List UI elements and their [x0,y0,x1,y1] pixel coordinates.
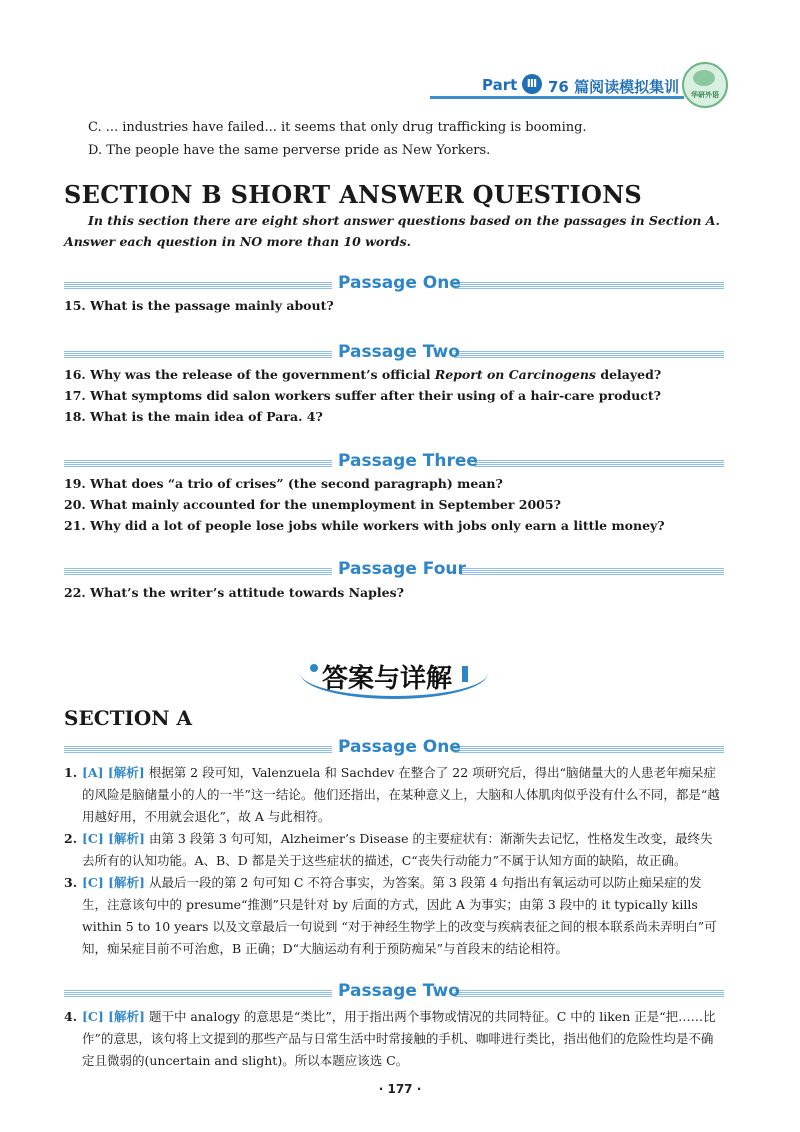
answers-passage-one-banner [64,738,724,760]
bullet-icon [310,664,318,672]
running-header [430,62,728,108]
publisher-logo [682,62,728,108]
question-22: 22. What’s the writer’s attitude towards Naples? [64,585,404,600]
option-d: D. The people have the same perverse pride as New Yorkers. [88,143,491,158]
passage-three-banner [64,452,724,474]
section-b-title: SECTION B SHORT ANSWER QUESTIONS [64,180,643,209]
passage-title: Passage One [338,273,461,293]
question-17: 17. What symptoms did salon workers suffer after their using of a hair-care product? [64,388,661,403]
section-b-instructions: In this section there are eight short answer questions based on the passages in Section A. Answer each question in NO more than 10 words. [64,213,720,249]
part-number-badge: Ⅲ [522,74,542,94]
section-a-title: SECTION A [64,706,193,730]
question-16: 16. Why was the release of the government’s official Report on Carcinogens delayed? [64,367,662,382]
logo-text: 华研外语 [691,91,719,99]
answer-4: 4. [C] [解析] 题干中 analogy 的意思是“类比”，用于指出两个事物或情况的共同特征。C 中的 liken 正是“把……比作”的意思，该句将上文提到的那些产品与日常生活中时常接触的手机、咖啡进行类比，指出他们的危险性均是不确定且微弱的(uncertain and slight)。所以本题应该选 C。 [64,1009,716,1068]
passage-title: Passage Two [338,981,460,1001]
question-18: 18. What is the main idea of Para. 4? [64,409,323,424]
question-20: 20. What mainly accounted for the unemployment in September 2005? [64,497,561,512]
question-15: 15. What is the passage mainly about? [64,298,334,313]
answer-3: 3. [C] [解析] 从最后一段的第 2 句可知 C 不符合事实，为答案。第 3 段第 4 句指出有氧运动可以防止痴呆症的发生，注意该句中的 presume“推测”只是针对 by 后面的方式，因此 A 为事实；由第 3 段中的 it typically kills within 5 to 10 years 以及文章最后一句说到 “对于神经生物学上的改变与疾病表征之间的根本联系尚未弄明白”可知，痴呆症目前不可治愈，B 正确；D“大脑运动有利于预防痴呆”与首段末的结论相符。 [64,875,717,956]
question-21: 21. Why did a lot of people lose jobs while workers with jobs only earn a little money? [64,518,665,533]
passage-four-banner [64,560,724,582]
answers-title: 答案与详解 [322,664,453,694]
answers-banner [300,652,488,698]
bar-icon [462,666,468,682]
page-number: · 177 · [378,1082,422,1096]
passage-title: Passage Three [338,451,478,471]
answers-passage-two-banner [64,982,724,1004]
answer-1: 1. [A] [解析] 根据第 2 段可知，Valenzuela 和 Sachdev 在整合了 22 项研究后，得出“脑储量大的人患老年痴呆症的风险是脑储量小的人的一半”这一结论。他们还指出，在某种意义上，大脑和人体肌肉似乎没有什么不同，都是“越用越好用，不用就会退化”，故 A 与此相符。 [64,765,720,824]
passage-title: Passage Four [338,559,466,579]
report-title: Report on Carcinogens [434,367,596,382]
answer-2: 2. [C] [解析] 由第 3 段第 3 句可知，Alzheimer’s Disease 的主要症状有：渐渐失去记忆，性格发生改变，最终失去所有的认知功能。A、B、D 都是关于这些症状的描述，C“丧失行动能力”不属于认知方面的缺陷，故正确。 [64,831,713,868]
part-label: Part [482,76,518,94]
passage-title: Passage Two [338,342,460,362]
frog-mascot-icon [693,70,715,86]
option-c: C. ... industries have failed... it seems that only drug trafficking is booming. [88,120,587,135]
passage-two-banner [64,343,724,365]
passage-title: Passage One [338,737,461,757]
question-19: 19. What does “a trio of crises” (the second paragraph) mean? [64,476,503,491]
passage-one-banner [64,274,724,296]
series-title: 76 篇阅读模拟集训 [548,78,680,96]
